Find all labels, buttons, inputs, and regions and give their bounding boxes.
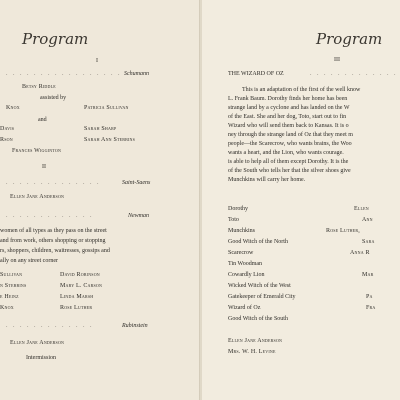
section-3-numeral: III [334, 57, 340, 63]
section-1-leader-dots: . . . . . . . . . . . . . . . . . . [6, 71, 129, 77]
assistant-name: Patricia Sullivan [84, 105, 129, 111]
cast-role: Good Witch of the North [228, 239, 288, 245]
cast-role: Toto [228, 217, 239, 223]
dancer-name: Rose Luther [60, 305, 93, 311]
section-1-composer: Schumann [124, 71, 149, 77]
dancer-name: Linda Marsh [60, 294, 94, 300]
assistant-name: Sarah Ann Stebbins [84, 137, 136, 143]
synopsis-line: of the East. She and her dog, Toto, start out to fin [228, 114, 347, 120]
assistant-name: Knox [6, 105, 20, 111]
cast-role: Dorothy [228, 206, 248, 212]
credit-name: Ellen Jane Anderson [228, 338, 283, 344]
cast-role: Munchkins [228, 228, 255, 234]
cast-role: Wizard of Oz [228, 305, 261, 311]
left-page-heading: Program [22, 30, 89, 48]
cast-actor: Ellen [354, 206, 369, 212]
intermission-label: Intermission [26, 355, 56, 361]
play-title-dots: . . . . . . . . . . . . . [310, 71, 398, 77]
synopsis-line: is able to help all of them except Dorothy. It is the [228, 159, 349, 165]
cast-actor: Mar [362, 272, 374, 278]
assistant-name: Sarah Sharp [84, 126, 117, 132]
play-title: THE WIZARD OF OZ [228, 71, 284, 77]
synopsis-line: ney through the strange land of Oz that they meet m [228, 132, 353, 138]
section-1-performer: Betsy Riddle [22, 84, 56, 90]
section-2b-description: and from work, others shopping or stopping [0, 238, 106, 244]
synopsis-line: wants a heart, and the Lion, who wants courage. [228, 150, 344, 156]
cast-actor: Rose Luther, [326, 228, 360, 234]
cast-role: Wicked Witch of the West [228, 283, 291, 289]
cast-role: Cowardly Lion [228, 272, 265, 278]
dancer-name: David Robinson [60, 272, 100, 278]
synopsis-line: strange land by a cyclone and has landed on the W [228, 105, 350, 111]
synopsis-line: Wizard who will send them back to Kansas. It is o [228, 123, 349, 129]
section-2b-description: women of all types as they pass on the street [0, 228, 107, 234]
dancer-name: Sullivan [0, 272, 23, 278]
credit-name: Mrs. W. H. Levine [228, 349, 276, 355]
dancer-name: n Stebbins [0, 283, 27, 289]
section-2b-composer: Newman [128, 213, 149, 219]
section-2-composer: Saint-Saens [122, 180, 151, 186]
dancer-name: e Heinz [0, 294, 19, 300]
section-2b-leader-dots: . . . . . . . . . . . . . [6, 213, 94, 219]
cast-role: Good Witch of the South [228, 316, 288, 322]
synopsis-line: This is an adaptation of the first of the well know [242, 87, 361, 93]
assistant-name: Rson [0, 137, 13, 143]
section-2-performer: Ellen Jane Anderson [10, 194, 65, 200]
synopsis-line: people—the Scarecrow, who wants brains, the Woo [228, 141, 352, 147]
section-3-composer: Rubinstein [122, 323, 148, 329]
dancer-name: Mary L. Carson [60, 283, 103, 289]
right-page-heading: Program [316, 30, 383, 48]
cast-actor: Anna R [350, 250, 370, 256]
assisted-by-label: assisted by [40, 95, 67, 101]
synopsis-line: Munchkins will carry her home. [228, 177, 306, 183]
dancer-name: Knox [0, 305, 14, 311]
cast-actor: Fra [366, 305, 376, 311]
cast-actor: Sara [362, 239, 375, 245]
cast-role: Scarecrow [228, 250, 254, 256]
section-2-leader-dots: . . . . . . . . . . . . . . [6, 180, 101, 186]
cast-actor: Pa [366, 294, 373, 300]
section-2-numeral: II [42, 164, 46, 170]
assistant-name: Davis [0, 126, 15, 132]
section-1-numeral: I [96, 58, 98, 64]
section-2b-description: ally on any street corner [0, 258, 58, 264]
right-page [202, 0, 400, 400]
section-3-performer: Ellen Jane Anderson [10, 340, 65, 346]
section-2b-description: rs, shoppers, children, waitresses, gossips and [0, 248, 110, 254]
cast-role: Tin Woodman [228, 261, 263, 267]
section-3-leader-dots: . . . . . . . . . . . . . [6, 323, 94, 329]
cast-actor: Ann [362, 217, 373, 223]
cast-role: Gatekeeper of Emerald City [228, 294, 296, 300]
synopsis-line: of the South who tells her that the silver shoes give [228, 168, 351, 174]
and-label: and [38, 117, 47, 123]
synopsis-line: L. Frank Baum. Dorothy finds her home has been [228, 96, 348, 102]
narrator-name: Frances Wigginton [12, 148, 62, 154]
